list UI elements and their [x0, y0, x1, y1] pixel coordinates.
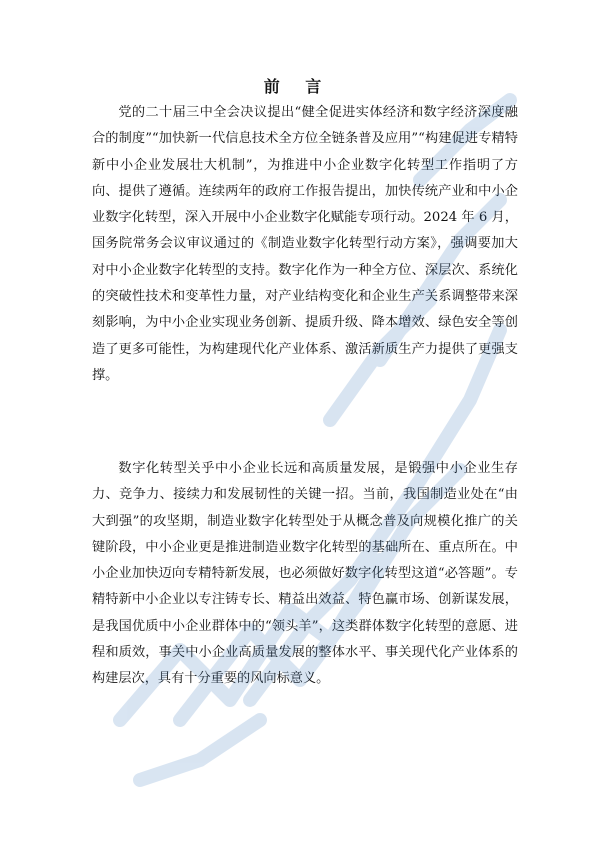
page-title: 前 言 — [263, 77, 332, 96]
paragraph-1: 党的二十届三中全会决议提出“健全促进实体经济和数字经济深度融合的制度”“加快新一代信息技术全方位全链条普及应用”“构建促进专精特新中小企业发展壮大机制”，为推进中小企业数字化转型工作指明了方向、提供了遵循。连续两年的政府工作报告提出，加快传统产业和中小企业数字化转型，深入开展中小企业数字化赋能专项行动。2024 年 6 月，国务院常务会议审议通过的《制造业数字化转型行动方案》，强调要加大对中小企业数字化转型的支持。数字化作为一种全方位、深层次、系统化的突破性技术和变革性力量，对产业结构变化和企业生产关系调整带来深刻影响，为中小企业实现业务创新、提质升级、降本增效、绿色安全等创造了更多可能性，为构建现代化产业体系、激活新质生产力提供了更强支撑。 — [92, 105, 518, 383]
paragraph-2: 数字化转型关乎中小企业长远和高质量发展，是锻强中小企业生存力、竞争力、接续力和发展韧性的关键一招。当前，我国制造业处在“由大到强”的攻坚期，制造业数字化转型处于从概念普及向规模化推广的关键阶段，中小企业更是推进制造业数字化转型的基础所在、重点所在。中小企业加快迈向专精特新发展，也必须做好数字化转型这道“必答题”。专精特新中小企业以专注铸专长、精益出效益、特色赢市场、创新谋发展，是我国优质中小企业群体中的“领头羊”，这类群体数字化转型的意愿、进程和质效，事关中小企业高质量发展的整体水平、事关现代化产业体系的构建层次，具有十分重要的风向标意义。 — [92, 461, 518, 687]
